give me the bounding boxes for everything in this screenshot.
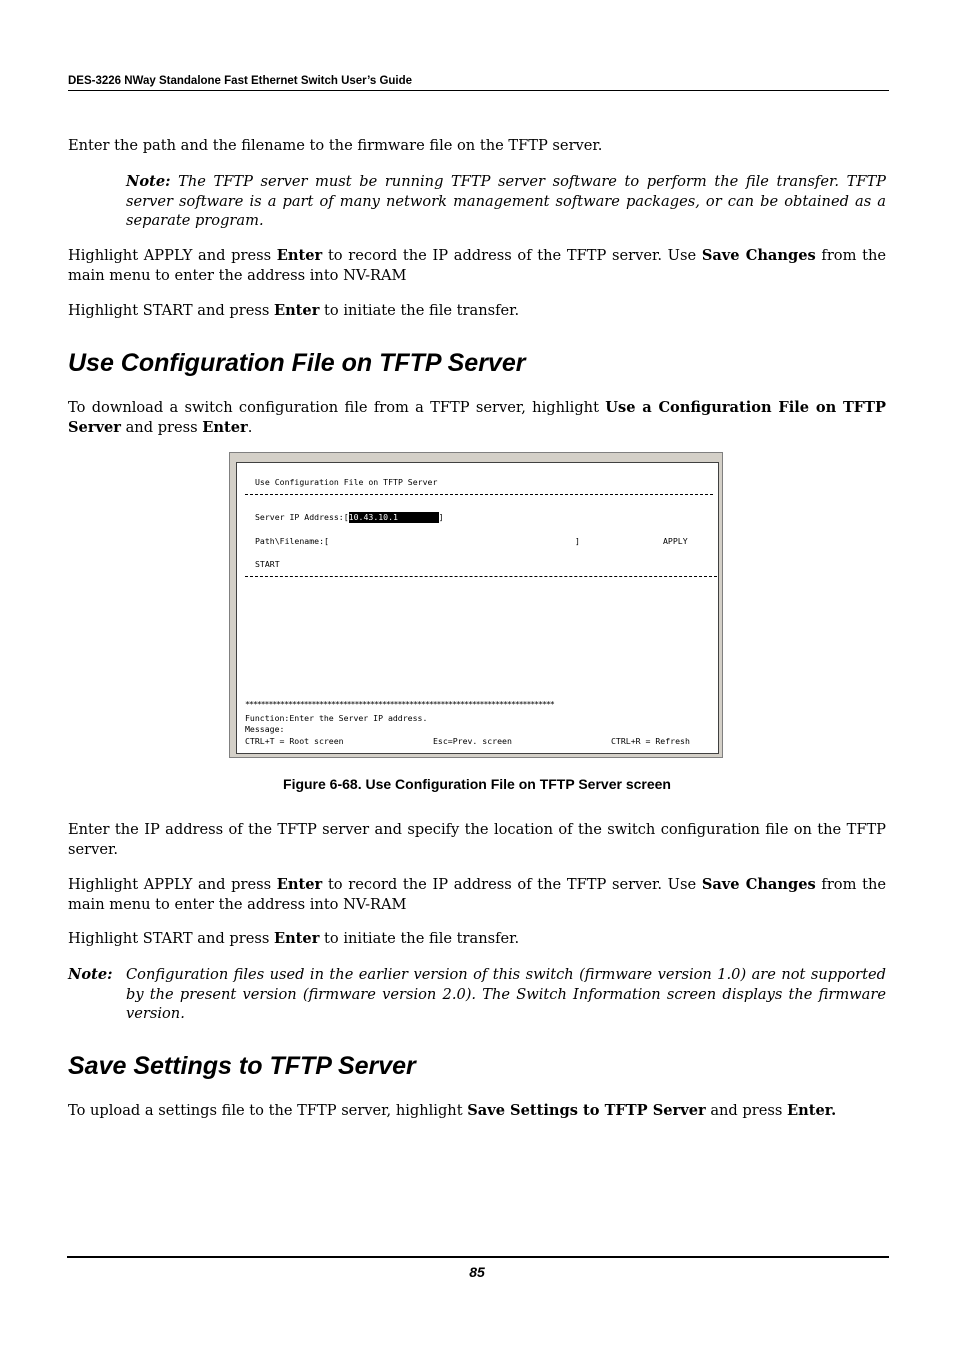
figure-caption: Figure 6-68. Use Configuration File on TFTP Server screen <box>283 776 671 792</box>
note-config-files <box>68 965 886 1024</box>
bold-enter: Enter <box>273 302 320 319</box>
hint-prev-screen: Esc=Prev. screen <box>433 736 512 746</box>
bold-enter: Enter. <box>786 1102 837 1119</box>
server-ip-row <box>255 512 444 523</box>
note-text: Configuration files used in the earlier version of this switch (firmware version 1.0) are not supported by the present version (firmware version 2.0). The Switch Information screen displays the firmware version. <box>126 966 886 1022</box>
text-run: and press <box>705 1102 787 1119</box>
note-text: The TFTP server must be running TFTP server software to perform the file transfer. TFTP server software is a part of many network management software packages, or can be obtained as a separate program. <box>126 173 886 229</box>
section-heading-use-config: Use Configuration File on TFTP Server <box>68 349 526 377</box>
paragraph-firmware-path: Enter the path and the filename to the firmware file on the TFTP server. <box>68 137 603 154</box>
paragraph-start <box>68 301 886 321</box>
text-run: to record the IP address of the TFTP server. Use <box>322 247 702 264</box>
text-run: from the main menu to enter the address into NV-RAM <box>68 876 887 913</box>
paragraph-upload-settings <box>68 1101 886 1121</box>
terminal-divider <box>245 494 713 495</box>
text-run: To upload a settings file to the TFTP server, highlight <box>68 1102 468 1119</box>
page-number: 85 <box>469 1264 485 1280</box>
running-header: DES-3226 NWay Standalone Fast Ethernet Switch User’s Guide <box>68 75 889 91</box>
bold-enter: Enter <box>276 247 323 264</box>
text-run: to initiate the file transfer. <box>319 930 520 947</box>
bold-enter: Enter <box>273 930 320 947</box>
message-line: Message: <box>245 724 285 734</box>
text-run: to initiate the file transfer. <box>319 302 520 319</box>
footer-rule <box>67 1256 889 1258</box>
paragraph-apply <box>68 246 886 285</box>
text-run: from the main menu to enter the address into NV-RAM <box>68 247 887 284</box>
bold-enter: Enter <box>276 876 323 893</box>
text-run: Highlight START and press <box>68 930 274 947</box>
text-run: and press <box>120 418 203 436</box>
text-run: Highlight START and press <box>68 302 274 319</box>
paragraph-enter-ip: Enter the IP address of the TFTP server and specify the location of the switch configuration file on the TFTP server. <box>68 821 886 858</box>
bold-menu-item: Save Settings to TFTP Server <box>467 1102 706 1119</box>
server-ip-field[interactable]: 10.43.10.1 <box>349 512 439 523</box>
paragraph-apply-2 <box>68 875 886 914</box>
bold-enter: Enter <box>202 418 248 436</box>
terminal-divider <box>245 576 717 577</box>
note-label: Note: <box>126 173 171 190</box>
text-run: To download a switch configuration file from a TFTP server, highlight <box>68 399 606 416</box>
text-run: to record the IP address of the TFTP server. Use <box>322 876 702 893</box>
bold-save-changes: Save Changes <box>701 876 816 893</box>
text-run: . <box>247 418 253 436</box>
text-run: Highlight APPLY and press <box>68 876 277 893</box>
hint-refresh: CTRL+R = Refresh <box>611 736 690 746</box>
terminal-screen <box>236 462 719 754</box>
bold-save-changes: Save Changes <box>701 247 816 264</box>
paragraph-download-config <box>68 398 886 437</box>
function-line: Function:Enter the Server IP address. <box>245 713 428 723</box>
hint-root-screen: CTRL+T = Root screen <box>245 736 344 746</box>
bracket: ] <box>438 512 444 522</box>
server-ip-label: Server IP Address:[ <box>255 512 349 522</box>
path-filename-label: Path\Filename:[ <box>255 536 329 546</box>
start-button[interactable]: START <box>255 559 280 569</box>
text-run: Highlight APPLY and press <box>68 247 277 264</box>
note-label: Note: <box>68 966 113 983</box>
paragraph-start-2 <box>68 929 886 949</box>
terminal-title: Use Configuration File on TFTP Server <box>255 477 438 487</box>
bold-menu-item: Use a Configuration File on TFTP Server <box>68 399 886 436</box>
terminal-stars: ******************************************************************************* <box>245 699 554 709</box>
section-heading-save-settings: Save Settings to TFTP Server <box>68 1052 416 1080</box>
path-filename-field-end[interactable]: ] <box>575 536 580 546</box>
note-tftp-server <box>126 172 886 231</box>
apply-button[interactable]: APPLY <box>663 536 688 546</box>
